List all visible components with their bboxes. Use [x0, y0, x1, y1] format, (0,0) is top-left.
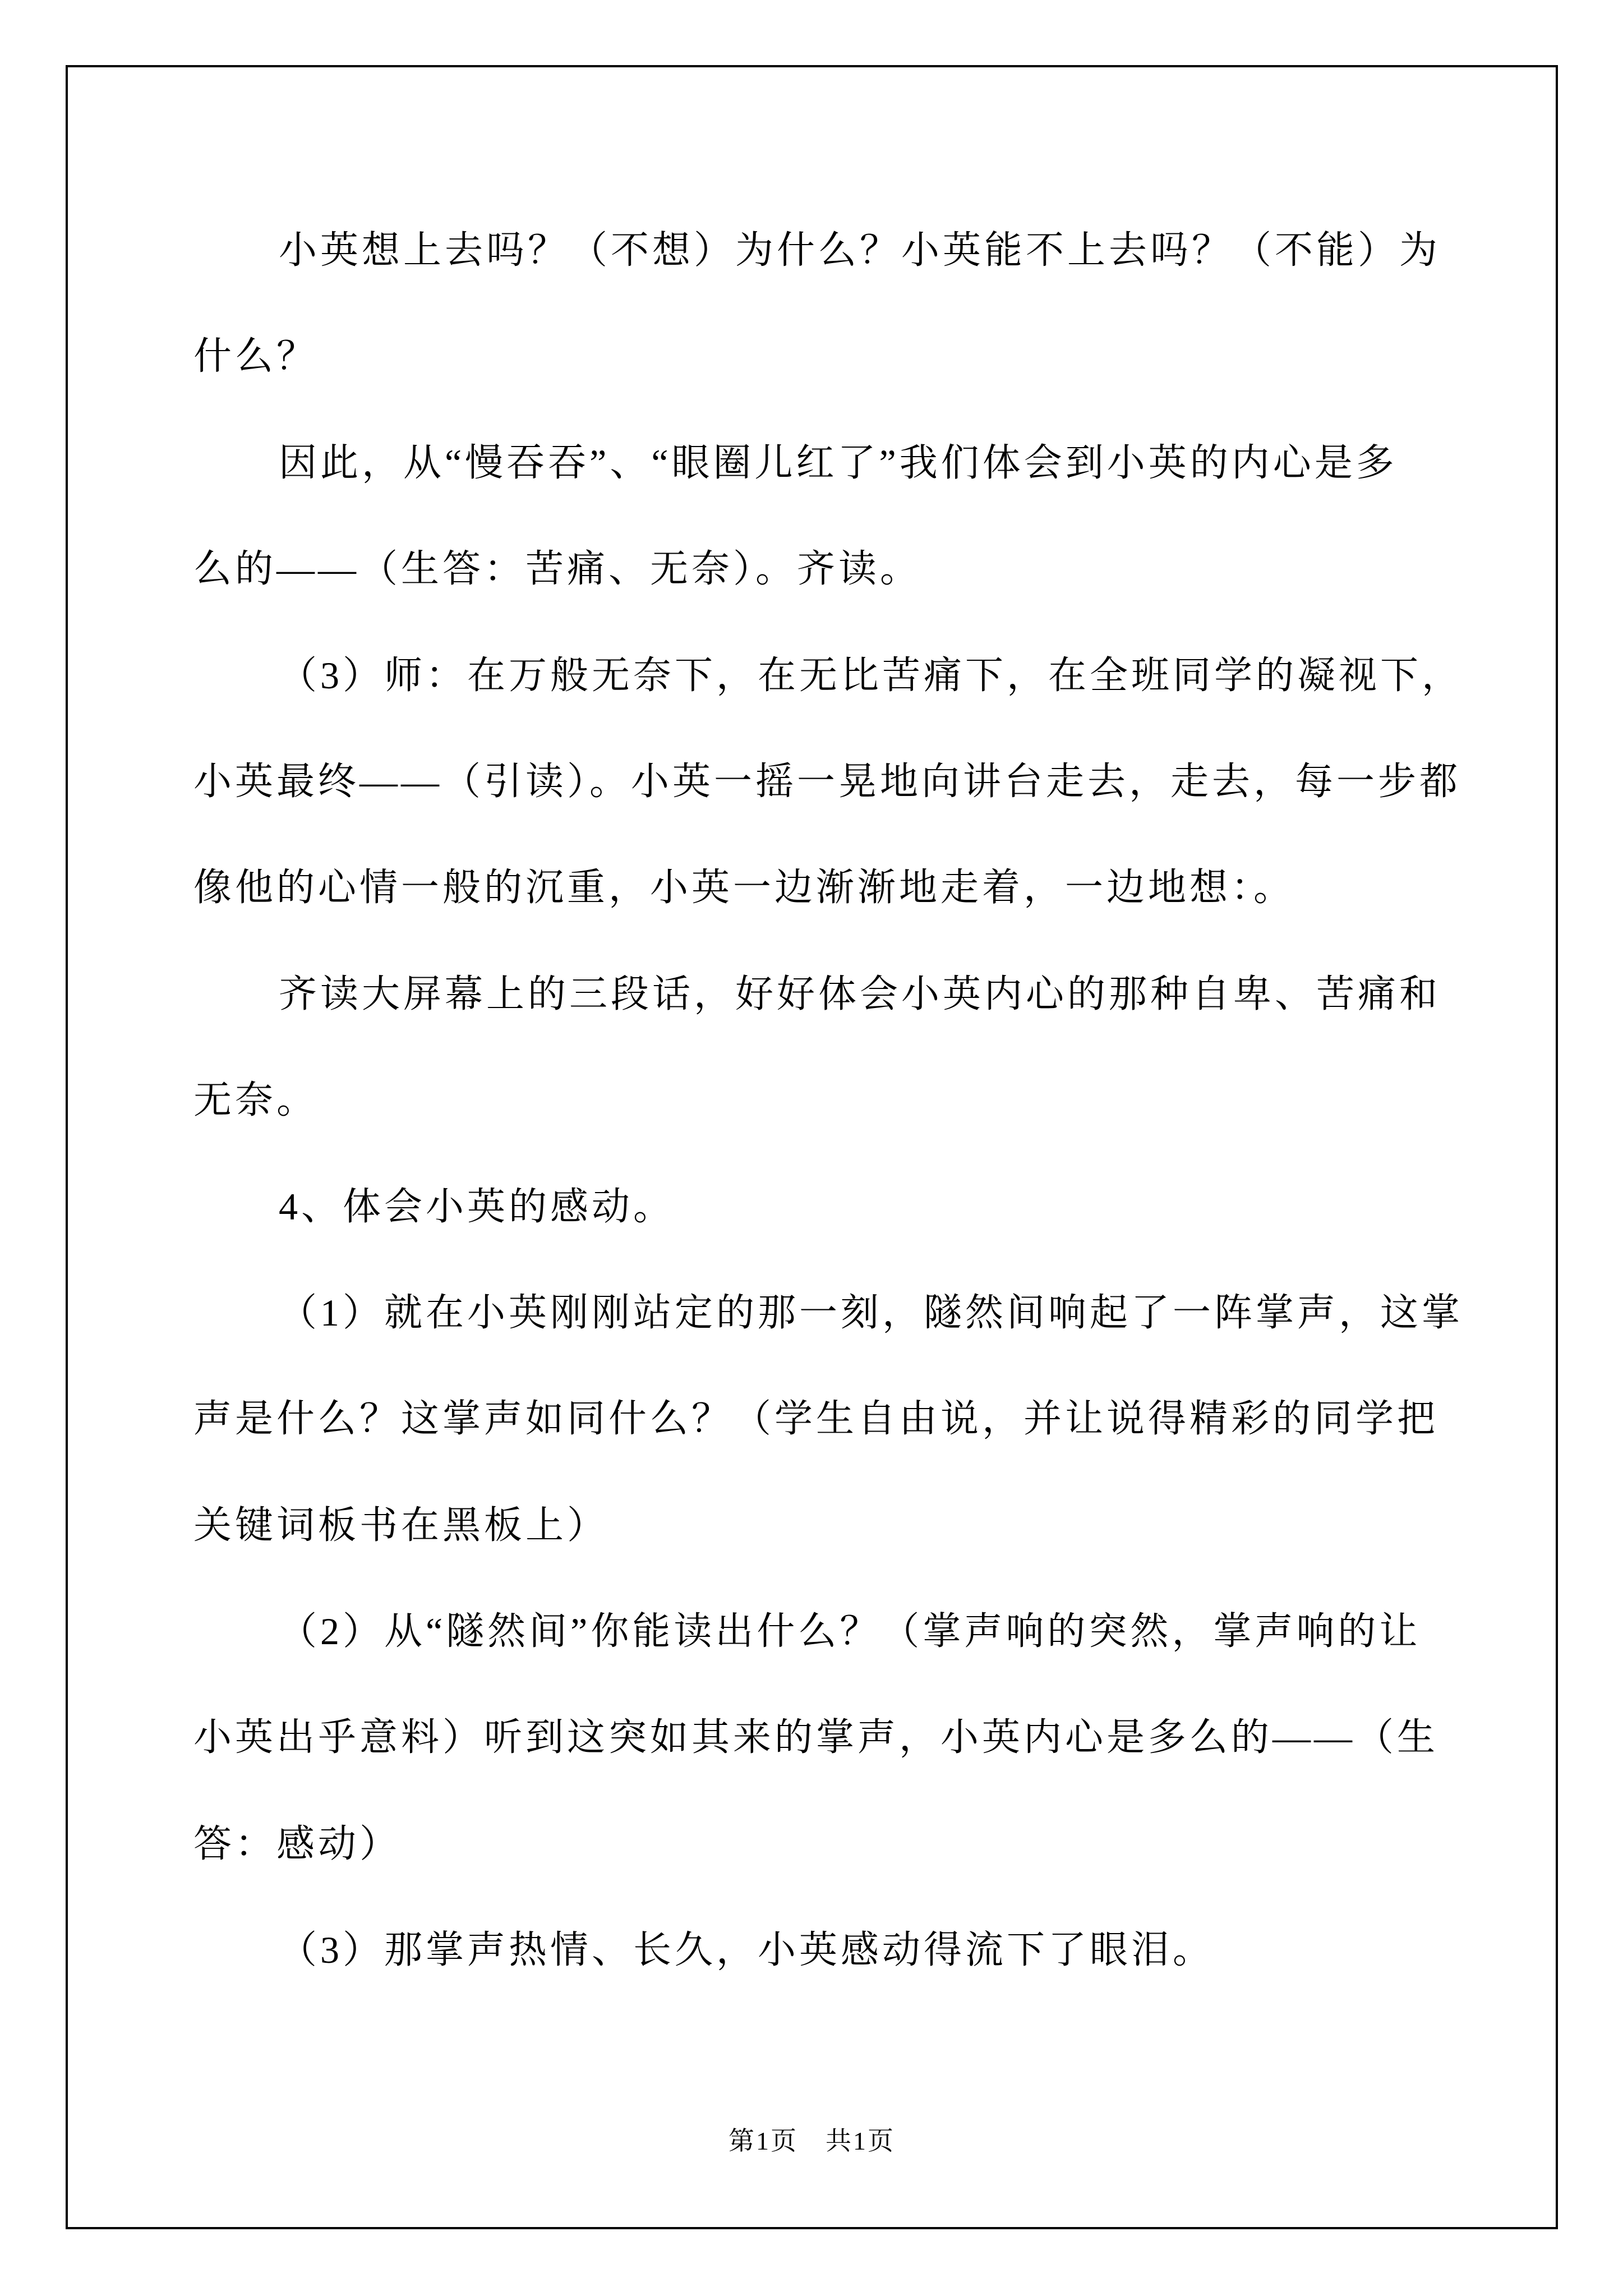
- text-line: （3）那掌声热情、长久，小英感动得流下了眼泪。: [279, 1929, 1215, 1972]
- page-footer: 第1页 共1页: [728, 2127, 895, 2155]
- text-line: 4、体会小英的感动。: [279, 1185, 675, 1228]
- text-line: 因此，从“慢吞吞”、“眼圈儿红了”我们体会到小英的内心是多: [279, 441, 1398, 484]
- text-line: 答：感动）: [193, 1822, 402, 1865]
- text-line: （2）从“隧然间”你能读出什么？（掌声响的突然，掌声响的让: [279, 1610, 1421, 1653]
- text-line: （1）就在小英刚刚站定的那一刻，隧然间响起了一阵掌声，这掌: [279, 1291, 1464, 1334]
- text-line: 声是什么？这掌声如同什么？（学生自由说，并让说得精彩的同学把: [193, 1397, 1439, 1441]
- text-line: 像他的心情一般的沉重，小英一边渐渐地走着，一边地想：。: [193, 866, 1295, 909]
- text-line: 齐读大屏幕上的三段话，好好体会小英内心的那种自卑、苦痛和: [279, 972, 1441, 1015]
- text-line: （3）师：在万般无奈下，在无比苦痛下，在全班同学的凝视下，: [279, 654, 1464, 697]
- text-line: 小英最终——（引读）。小英一摇一晃地向讲台走去，走去，每一步都: [193, 760, 1461, 803]
- text-line: 小英出乎意料）听到这突如其来的掌声，小英内心是多么的——（生: [193, 1716, 1439, 1759]
- text-line: 无奈。: [193, 1079, 319, 1122]
- text-line: 关键词板书在黑板上）: [193, 1503, 609, 1547]
- text-line: 么的——（生答：苦痛、无奈）。齐读。: [193, 547, 922, 591]
- text-line: 小英想上去吗？（不想）为什么？小英能不上去吗？（不能）为: [279, 229, 1441, 272]
- document-body: [193, 197, 1464, 2004]
- text-line: 什么？: [193, 335, 319, 378]
